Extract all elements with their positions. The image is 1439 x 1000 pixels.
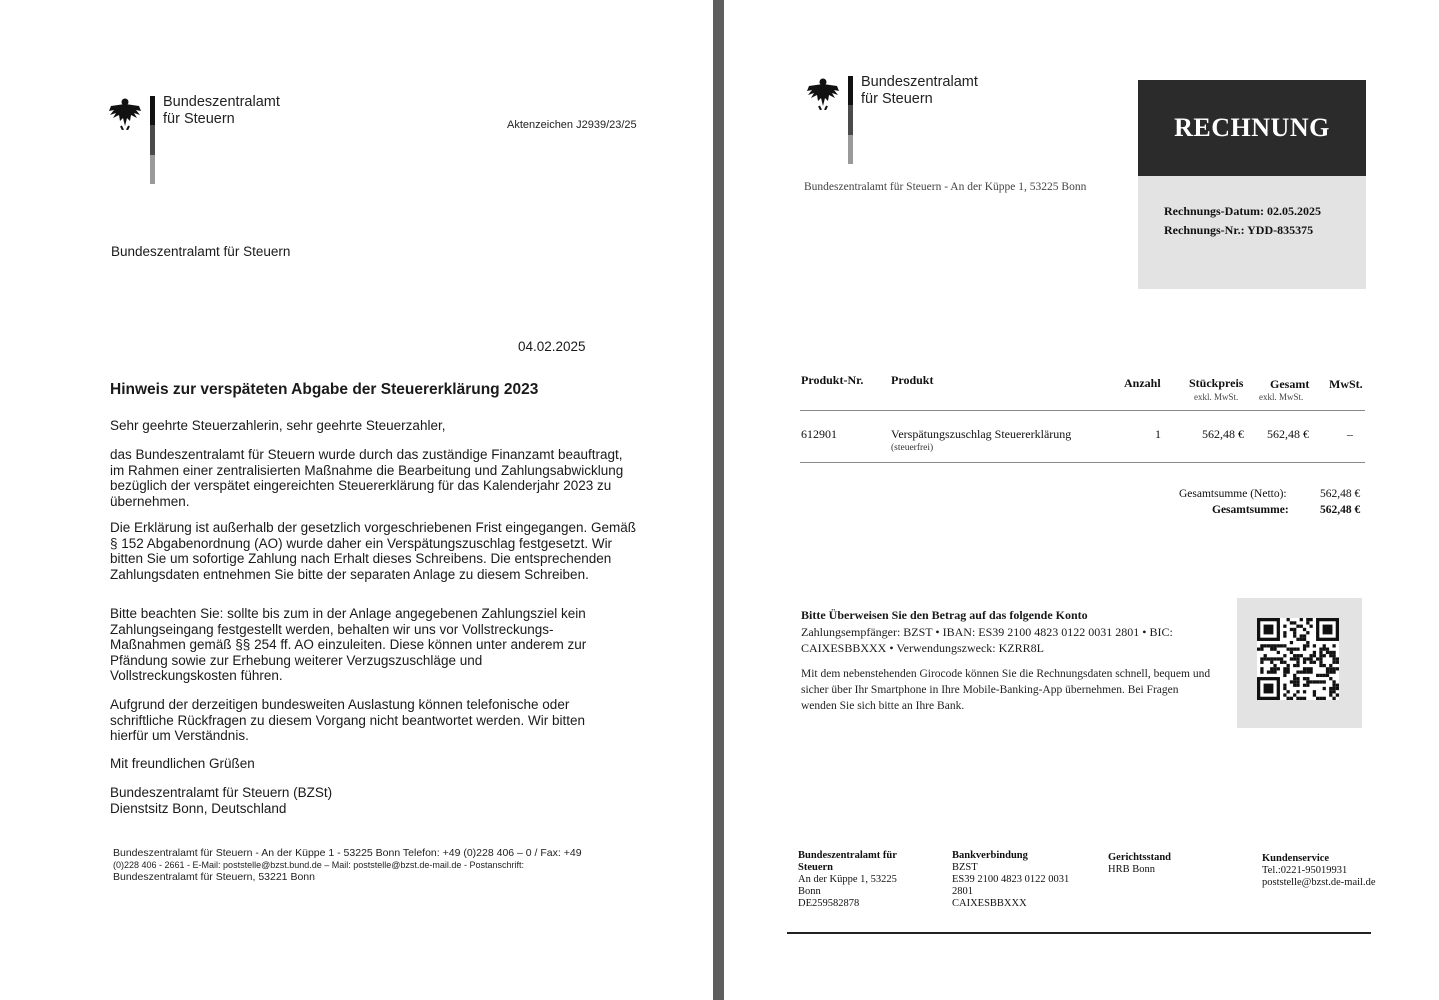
table-row-rule [800, 462, 1365, 463]
footer-company-name: Bundeszentralamt für Steuern [798, 850, 897, 873]
col-gesamt-sub: exkl. MwSt. [1259, 392, 1304, 402]
federal-eagle-icon [108, 96, 142, 130]
logo-line-1: Bundeszentralamt [861, 74, 978, 90]
table-header-rule [800, 410, 1365, 411]
invoice-title: RECHNUNG [1138, 80, 1366, 176]
col-produkt: Produkt [891, 373, 934, 387]
invoice-number: Rechnungs-Nr.: YDD-835375 [1164, 223, 1314, 237]
logo-text [861, 74, 978, 108]
total-label: Gesamtsumme: [1212, 504, 1289, 516]
invoice-page [724, 0, 1439, 1000]
signature-line-2: Dienstsitz Bonn, Deutschland [110, 801, 287, 816]
row-note: (steuerfrei) [891, 443, 934, 453]
footer-court-value: HRB Bonn [1108, 864, 1155, 875]
payment-title: Bitte Überweisen Sie den Betrag auf das folgende Konto [801, 608, 1088, 622]
letter-footer-line-2: (0)228 406 - 2661 - E-Mail: poststelle@bzst.bund.de – Mail: poststelle@bzst.de-mail.de - Postanschrift: [113, 860, 524, 870]
qr-code-icon [1257, 618, 1339, 700]
invoice-date: Rechnungs-Datum: 02.05.2025 [1164, 204, 1322, 218]
footer-court-heading: Gerichtsstand [1108, 852, 1171, 863]
letter-footer [113, 847, 638, 883]
federal-eagle-icon [806, 76, 840, 110]
col-gesamt: Gesamt [1270, 377, 1310, 391]
letter-footer-line-3: Bundeszentralamt für Steuern, 53221 Bonn [113, 871, 315, 883]
col-produkt-nr: Produkt-Nr. [801, 373, 864, 387]
footer-col-company [798, 850, 918, 910]
footer-rule [787, 932, 1371, 934]
letter-page [0, 0, 713, 1000]
logo-text [163, 94, 280, 128]
footer-company-street: An der Küppe 1, 53225 [798, 874, 897, 885]
paragraph-4: Aufgrund der derzeitigen bundesweiten Auslastung können telefonische oder schriftliche Rückfragen zu diesem Vorgang nicht beantwortet werden. Wir bitten hierfür um Verständnis. [110, 697, 585, 743]
footer-company-city: Bonn [798, 886, 821, 897]
footer-col-service [1262, 853, 1392, 889]
footer-company-vat: DE259582878 [798, 898, 860, 909]
flag-bar [848, 76, 853, 164]
footer-bank-name: BZST [952, 862, 978, 873]
col-stueckpreis: Stückpreis [1189, 376, 1244, 390]
row-produkt: Verspätungszuschlag Steuererklärung [891, 427, 1072, 441]
netto-value: 562,48 € [1320, 488, 1361, 500]
salutation: Sehr geehrte Steuerzahlerin, sehr geehrte Steuerzahler, [110, 418, 446, 433]
row-produkt-nr: 612901 [801, 427, 837, 441]
footer-bank-iban: ES39 2100 4823 0122 0031 2801 [952, 874, 1070, 897]
footer-service-phone: Tel.:0221-95019931 [1262, 865, 1348, 876]
signature-line-1: Bundeszentralamt für Steuern (BZSt) [110, 785, 333, 800]
page-gutter [713, 0, 724, 1000]
row-gesamt: 562,48 € [1267, 427, 1309, 441]
invoice-sender-line: Bundeszentralamt für Steuern - An der Küppe 1, 53225 Bonn [804, 181, 1087, 193]
footer-col-court [1108, 852, 1228, 876]
paragraph-1: das Bundeszentralamt für Steuern wurde durch das zuständige Finanzamt beauftragt, im Rahmen einer zentralisierten Maßnahme die Bearbeitung und Zahlungsabwicklung bezüglich der verspätet eingereichten Steuererklärung für das Kalenderjahr 2023 zu übernehmen. [110, 447, 624, 509]
footer-bank-bic: CAIXESBBXXX [952, 898, 1027, 909]
aktenzeichen: Aktenzeichen J2939/23/25 [507, 119, 637, 131]
col-mwst: MwSt. [1329, 377, 1363, 391]
col-stueckpreis-sub: exkl. MwSt. [1194, 392, 1239, 402]
paragraph-3: Bitte beachten Sie: sollte bis zum in der Anlage angegebenen Zahlungsziel kein Zahlungseingang festgestellt werden, behalten wir uns vor Vollstreckungs-Maßnahmen gemäß §§ 254 ff. AO einzuleiten. Diese können unter anderem zur Pfändung sowie zur Erhebung weiterer Verzugszuschläge und Vollstreckungskosten führen. [110, 606, 587, 683]
flag-bar [150, 96, 155, 184]
row-mwst: – [1347, 427, 1353, 441]
row-anzahl: 1 [1155, 427, 1161, 441]
footer-bank-heading: Bankverbindung [952, 850, 1028, 861]
payment-line-1: Zahlungsempfänger: BZST • IBAN: ES39 2100 4823 0122 0031 2801 • BIC: [801, 625, 1173, 639]
row-stueckpreis: 562,48 € [1202, 427, 1244, 441]
logo-line-1: Bundeszentralamt [163, 94, 280, 110]
bzst-logo [108, 96, 280, 184]
payment-line-2: CAIXESBBXXX • Verwendungszweck: KZRR8L [801, 640, 1044, 655]
girocode-text: Mit dem nebenstehenden Girocode können Sie die Rechnungsdaten schnell, bequem und sicher über Ihr Smartphone in Ihre Mobile-Banking-App übernehmen. Bei Fragen wenden Sie sich bitte an Ihre Bank. [801, 668, 1211, 712]
bzst-logo-invoice [806, 76, 978, 164]
col-anzahl: Anzahl [1124, 376, 1161, 390]
qr-code-box [1237, 598, 1362, 728]
footer-col-bank [952, 850, 1082, 910]
paragraph-2: Die Erklärung ist außerhalb der gesetzlich vorgeschriebenen Frist eingegangen. Gemäß § 152 Abgabenordnung (AO) wurde daher ein Verspätungszuschlag festgesetzt. Wir bitten Sie um sofortige Zahlung nach Erhalt dieses Schreibens. Die entsprechenden Zahlungsdaten entnehmen Sie bitte der separaten Anlage zu diesem Schreiben. [110, 520, 637, 582]
letter-footer-line-1: Bundeszentralamt für Steuern - An der Küppe 1 - 53225 Bonn Telefon: +49 (0)228 406 – 0 / Fax: +49 [113, 847, 582, 859]
netto-label: Gesamtsumme (Netto): [1179, 488, 1287, 500]
invoice-meta [1164, 202, 1321, 240]
closing: Mit freundlichen Grüßen [110, 756, 255, 771]
total-value: 562,48 € [1320, 504, 1361, 516]
sender-address: Bundeszentralamt für Steuern [111, 244, 291, 259]
logo-line-2: für Steuern [163, 111, 235, 127]
payment-details [801, 625, 1221, 656]
letter-subject: Hinweis zur verspäteten Abgabe der Steuererklärung 2023 [110, 381, 539, 398]
footer-service-email: poststelle@bzst.de-mail.de [1262, 877, 1376, 888]
letter-date: 04.02.2025 [518, 339, 586, 354]
footer-service-heading: Kundenservice [1262, 853, 1330, 864]
invoice-header-box [1138, 80, 1366, 289]
logo-line-2: für Steuern [861, 91, 933, 107]
